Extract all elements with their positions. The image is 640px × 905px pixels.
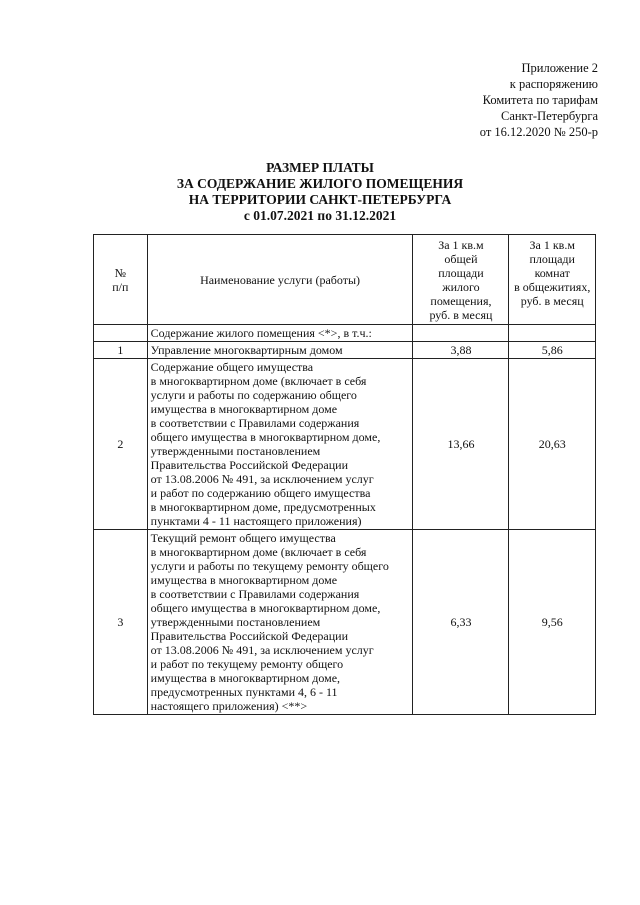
row-num: 1 bbox=[94, 342, 148, 359]
row-num: 2 bbox=[94, 359, 148, 530]
row-value-rooms: 20,63 bbox=[509, 359, 596, 530]
table-section-row bbox=[94, 325, 596, 342]
title-period: с 01.07.2021 по 31.12.2021 bbox=[243, 208, 397, 223]
table-row bbox=[94, 359, 596, 530]
section-label: Содержание жилого помещения <*>, в т.ч.: bbox=[147, 325, 413, 342]
appendix-line: Приложение 2 bbox=[521, 61, 598, 75]
section-empty-cell bbox=[94, 325, 148, 342]
title-line: ЗА СОДЕРЖАНИЕ ЖИЛОГО ПОМЕЩЕНИЯ bbox=[176, 176, 464, 191]
row-value-area: 13,66 bbox=[413, 359, 509, 530]
row-service-name: Текущий ремонт общего имущества в многоквартирном доме (включает в себя услуги и работы по текущему ремонту общего имущества в многоквартирном доме в соответствии с Правилами содержания общего имущества в многоквартирном доме, утвержденными постановлением Правительства Российской Федерации от 13.08.2006 № 491, за исключением услуг и работ по текущему ремонту общего имущества в многоквартирном доме, предусмотренных пунктами 4, 6 - 11 настоящего приложения) <**> bbox=[147, 530, 413, 715]
title-line: НА ТЕРРИТОРИИ САНКТ-ПЕТЕРБУРГА bbox=[188, 192, 452, 207]
appendix-line: от 16.12.2020 № 250-р bbox=[479, 125, 598, 139]
row-value-rooms: 5,86 bbox=[509, 342, 596, 359]
header-per-sqm-rooms: За 1 кв.м площади комнат в общежитиях, руб. в месяц bbox=[509, 235, 596, 325]
table-row bbox=[94, 530, 596, 715]
section-empty-cell bbox=[509, 325, 596, 342]
section-empty-cell bbox=[413, 325, 509, 342]
table-row bbox=[94, 342, 596, 359]
row-service-name: Управление многоквартирным домом bbox=[147, 342, 413, 359]
appendix-block bbox=[480, 60, 598, 140]
appendix-line: Комитета по тарифам bbox=[482, 93, 598, 107]
header-num: № п/п bbox=[94, 235, 148, 325]
row-num: 3 bbox=[94, 530, 148, 715]
header-service-name: Наименование услуги (работы) bbox=[147, 235, 413, 325]
row-service-name: Содержание общего имущества в многоквартирном доме (включает в себя услуги и работы по содержанию общего имущества в многоквартирном доме в соответствии с Правилами содержания общего имущества в многоквартирном доме, утвержденными постановлением Правительства Российской Федерации от 13.08.2006 № 491, за исключением услуг и работ по содержанию общего имущества в многоквартирном доме, предусмотренных пунктами 4 - 11 настоящего приложения) bbox=[147, 359, 413, 530]
document-title bbox=[0, 160, 640, 224]
header-per-sqm-area: За 1 кв.м общей площади жилого помещения, руб. в месяц bbox=[413, 235, 509, 325]
appendix-line: Санкт-Петербурга bbox=[500, 109, 598, 123]
appendix-line: к распоряжению bbox=[509, 77, 598, 91]
tariff-table bbox=[93, 234, 596, 715]
title-line: РАЗМЕР ПЛАТЫ bbox=[266, 160, 374, 175]
row-value-area: 6,33 bbox=[413, 530, 509, 715]
row-value-area: 3,88 bbox=[413, 342, 509, 359]
row-value-rooms: 9,56 bbox=[509, 530, 596, 715]
table-header-row bbox=[94, 235, 596, 325]
